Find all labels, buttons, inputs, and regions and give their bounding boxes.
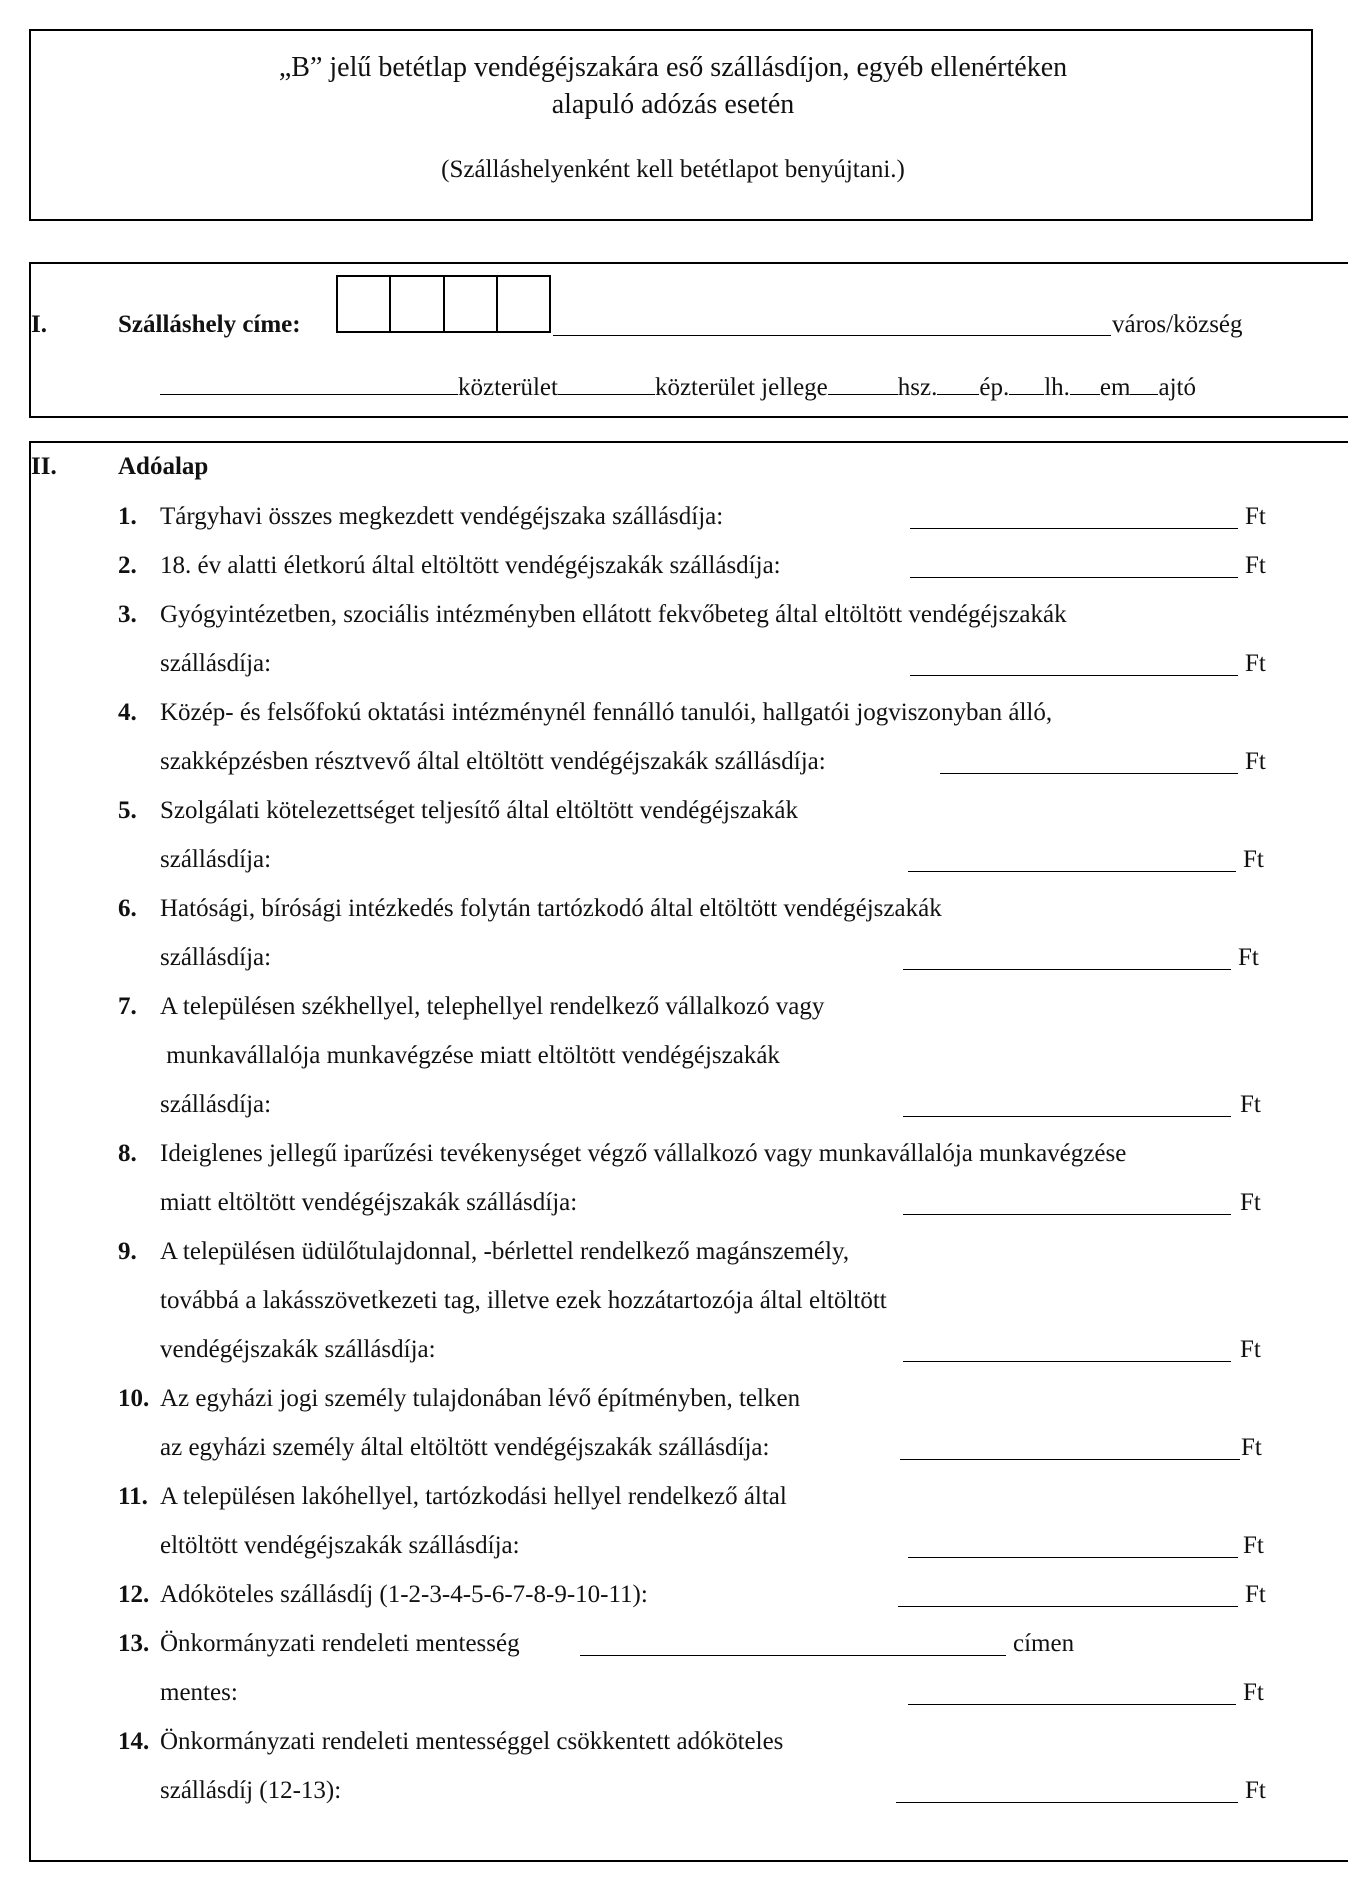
form-title-line2: alapuló adózás esetén	[551, 89, 795, 120]
item-text: Az egyházi jogi személy tulajdonában lévő építményben, telken	[160, 1385, 801, 1412]
postal-code-digit[interactable]	[498, 277, 549, 331]
item-number: 9.	[118, 1238, 137, 1265]
street-name-field[interactable]	[160, 372, 458, 395]
currency-label: Ft	[1241, 1434, 1262, 1461]
currency-label: Ft	[1243, 846, 1264, 873]
currency-label: Ft	[1245, 552, 1266, 579]
amount-field[interactable]	[940, 773, 1238, 774]
exemption-title-field[interactable]	[580, 1655, 1006, 1656]
section2-roman: II.	[31, 453, 57, 480]
lh-label: lh.	[1044, 374, 1070, 401]
form-note: (Szálláshelyenként kell betétlapot benyújtani.)	[441, 156, 905, 183]
item-number: 13.	[118, 1630, 150, 1657]
postal-code-digit[interactable]	[391, 277, 444, 331]
amount-field[interactable]	[903, 1214, 1231, 1215]
amount-field[interactable]	[903, 1361, 1231, 1362]
currency-label: Ft	[1245, 650, 1266, 677]
header-box	[29, 29, 1313, 221]
item-text: Önkormányzati rendeleti mentességgel csökkentett adóköteles	[160, 1728, 784, 1755]
item-text: Adóköteles szállásdíj (1-2-3-4-5-6-7-8-9-10-11):	[160, 1581, 648, 1608]
item-text: szakképzésben résztvevő által eltöltött vendégéjszakák szállásdíja:	[160, 748, 826, 775]
item-text: mentes:	[160, 1679, 238, 1706]
item-number: 10.	[118, 1385, 150, 1412]
item-text: Szolgálati kötelezettséget teljesítő által eltöltött vendégéjszakák	[160, 797, 798, 824]
currency-label: Ft	[1238, 944, 1259, 971]
item-text: Tárgyhavi összes megkezdett vendégéjszaka szállásdíja:	[160, 503, 724, 530]
currency-label: Ft	[1243, 1532, 1264, 1559]
currency-label: Ft	[1245, 503, 1266, 530]
item-text: miatt eltöltött vendégéjszakák szállásdíja:	[160, 1189, 578, 1216]
item-text: szállásdíj (12-13):	[160, 1777, 342, 1804]
currency-label: Ft	[1245, 1581, 1266, 1608]
item-number: 12.	[118, 1581, 150, 1608]
item-text: A településen lakóhellyel, tartózkodási hellyel rendelkező által	[160, 1483, 787, 1510]
currency-label: Ft	[1245, 748, 1266, 775]
hsz-label: hsz.	[897, 374, 938, 401]
currency-label: Ft	[1240, 1189, 1261, 1216]
item-text: szállásdíja:	[160, 846, 272, 873]
item-number: 8.	[118, 1140, 137, 1167]
currency-label: Ft	[1243, 1679, 1264, 1706]
item-number: 7.	[118, 993, 137, 1020]
city-suffix: város/község	[1112, 311, 1243, 338]
item-number: 4.	[118, 699, 137, 726]
item-text: Hatósági, bírósági intézkedés folytán tartózkodó által eltöltött vendégéjszakák	[160, 895, 942, 922]
item-text: szállásdíja:	[160, 1091, 272, 1118]
item-text: 18. év alatti életkorú által eltöltött vendégéjszakák szállásdíja:	[160, 552, 781, 579]
amount-field[interactable]	[898, 1606, 1238, 1607]
kozterulet-label: közterület	[458, 374, 558, 401]
item-text: továbbá a lakásszövetkezeti tag, illetve ezek hozzátartozója által eltöltött	[160, 1287, 887, 1314]
amount-field[interactable]	[908, 871, 1236, 872]
item-text: Ideiglenes jellegű iparűzési tevékenységet végző vállalkozó vagy munkavállalója munkavégzése	[160, 1140, 1127, 1167]
ep-label: ép.	[979, 374, 1010, 401]
currency-label: Ft	[1240, 1091, 1261, 1118]
item-number: 5.	[118, 797, 137, 824]
amount-field[interactable]	[910, 528, 1238, 529]
postal-code-digit[interactable]	[445, 277, 498, 331]
item-text: Önkormányzati rendeleti mentesség	[160, 1630, 520, 1657]
item-suffix: címen	[1013, 1630, 1075, 1657]
house-number-field[interactable]	[828, 372, 898, 395]
amount-field[interactable]	[910, 675, 1238, 676]
ajto-label: ajtó	[1158, 374, 1196, 401]
postal-code-digit[interactable]	[338, 277, 391, 331]
section2-title: Adóalap	[118, 453, 209, 480]
form-title-line1: „B” jelű betétlap vendégéjszakára eső szállásdíjon, egyéb ellenértéken	[278, 52, 1068, 83]
item-text: A településen üdülőtulajdonnal, -bérlettel rendelkező magánszemély,	[160, 1238, 850, 1265]
postal-code-field[interactable]	[336, 275, 551, 333]
item-text: az egyházi személy által eltöltött vendégéjszakák szállásdíja:	[160, 1434, 770, 1461]
amount-field[interactable]	[900, 1459, 1240, 1460]
item-text: szállásdíja:	[160, 650, 272, 677]
amount-field[interactable]	[903, 969, 1231, 970]
amount-field[interactable]	[908, 1704, 1236, 1705]
item-text: munkavállalója munkavégzése miatt eltöltött vendégéjszakák	[160, 1042, 780, 1069]
item-number: 3.	[118, 601, 137, 628]
amount-field[interactable]	[908, 1557, 1238, 1558]
staircase-field[interactable]	[1009, 372, 1044, 395]
item-number: 2.	[118, 552, 137, 579]
item-number: 14.	[118, 1728, 150, 1755]
kozterulet-jellege-label: közterület jellege	[654, 374, 828, 401]
item-text: A településen székhellyel, telephellyel rendelkező vállalkozó vagy	[160, 993, 825, 1020]
floor-field[interactable]	[1070, 372, 1100, 395]
amount-field[interactable]	[896, 1802, 1238, 1803]
item-text: Közép- és felsőfokú oktatási intézménynél fennálló tanulói, hallgatói jogviszonyban álló,	[160, 699, 1053, 726]
section1-roman: I.	[31, 311, 47, 338]
address-row2	[160, 372, 1196, 403]
item-text: Gyógyintézetben, szociális intézményben ellátott fekvőbeteg által eltöltött vendégéjszakák	[160, 601, 1067, 628]
item-text: eltöltött vendégéjszakák szállásdíja:	[160, 1532, 520, 1559]
item-number: 11.	[118, 1483, 148, 1510]
item-number: 6.	[118, 895, 137, 922]
street-type-field[interactable]	[558, 372, 655, 395]
currency-label: Ft	[1245, 1777, 1266, 1804]
item-text: szállásdíja:	[160, 944, 272, 971]
building-field[interactable]	[937, 372, 979, 395]
item-number: 1.	[118, 503, 137, 530]
em-label: em	[1099, 374, 1131, 401]
door-field[interactable]	[1130, 372, 1158, 395]
address-label: Szálláshely címe:	[118, 311, 301, 338]
currency-label: Ft	[1240, 1336, 1261, 1363]
amount-field[interactable]	[910, 577, 1238, 578]
city-field[interactable]	[553, 335, 1111, 336]
amount-field[interactable]	[903, 1116, 1231, 1117]
item-text: vendégéjszakák szállásdíja:	[160, 1336, 436, 1363]
